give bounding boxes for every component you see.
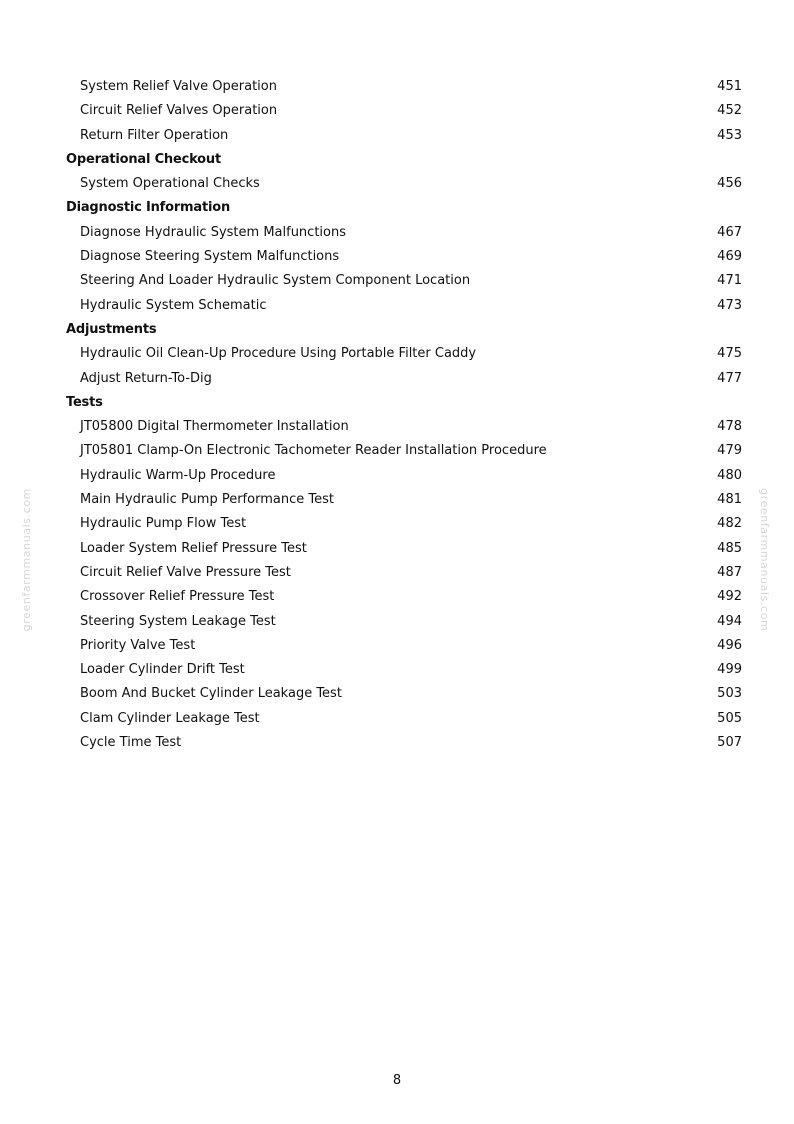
toc-section-heading <box>0 318 794 342</box>
watermark-left: greenfarmmanuals.com <box>20 488 33 632</box>
toc-entry[interactable] <box>0 124 794 148</box>
toc-entry-title[interactable]: JT05800 Digital Thermometer Installation <box>80 419 349 435</box>
toc-entry[interactable] <box>0 99 794 123</box>
toc-entry-title[interactable]: Clam Cylinder Leakage Test <box>80 710 260 726</box>
toc-entry[interactable] <box>0 634 794 658</box>
toc-entry[interactable] <box>0 342 794 366</box>
toc-entry[interactable] <box>0 537 794 561</box>
toc-entry-page-number[interactable]: 477 <box>717 370 742 386</box>
toc-entry-page-number[interactable]: 451 <box>717 79 742 94</box>
toc-section-heading <box>0 196 794 220</box>
toc-entry-title[interactable]: Loader Cylinder Drift Test <box>80 662 245 678</box>
page-number: 8 <box>392 1073 402 1088</box>
toc-section-heading <box>0 391 794 415</box>
toc-entry-page-number[interactable]: 481 <box>717 492 742 508</box>
toc-entry-page-number[interactable]: 478 <box>717 419 742 435</box>
toc-entry-title[interactable]: Hydraulic Oil Clean-Up Procedure Using Portable Filter Caddy <box>80 346 477 362</box>
toc-entry-page-number[interactable]: 507 <box>717 735 742 751</box>
toc-entry[interactable] <box>0 658 794 682</box>
toc-entry[interactable] <box>0 439 794 463</box>
table-of-contents <box>0 75 794 755</box>
toc-entry-page-number[interactable]: 487 <box>717 564 742 580</box>
toc-entry-title[interactable]: Boom And Bucket Cylinder Leakage Test <box>80 686 342 702</box>
toc-entry[interactable] <box>0 245 794 269</box>
toc-entry-page-number[interactable]: 456 <box>717 176 742 192</box>
toc-entry-title[interactable]: Priority Valve Test <box>80 637 196 653</box>
toc-entry[interactable] <box>0 464 794 488</box>
toc-entry-title[interactable]: Adjust Return-To-Dig <box>80 370 212 386</box>
toc-entry-title[interactable]: Hydraulic Pump Flow Test <box>80 516 247 532</box>
toc-entry-title[interactable]: Return Filter Operation <box>80 127 229 143</box>
toc-entry[interactable] <box>0 269 794 293</box>
toc-entry-title[interactable]: Main Hydraulic Pump Performance Test <box>80 492 334 508</box>
toc-entry-title[interactable]: Cycle Time Test <box>80 735 182 751</box>
toc-entry[interactable] <box>0 731 794 755</box>
toc-entry[interactable] <box>0 585 794 609</box>
watermark-right: greenfarmmanuals.com <box>758 488 771 632</box>
toc-entry[interactable] <box>0 682 794 706</box>
toc-entry-title[interactable]: Circuit Relief Valves Operation <box>80 103 278 119</box>
toc-entry-title[interactable]: Hydraulic System Schematic <box>80 297 267 313</box>
toc-entry-title[interactable]: Steering And Loader Hydraulic System Component Location <box>80 273 471 289</box>
toc-entry[interactable] <box>0 707 794 731</box>
toc-entry-page-number[interactable]: 471 <box>717 273 742 289</box>
toc-entry[interactable] <box>0 221 794 245</box>
toc-entry[interactable] <box>0 415 794 439</box>
toc-entry-page-number[interactable]: 453 <box>717 127 742 143</box>
toc-entry-page-number[interactable]: 475 <box>717 346 742 362</box>
toc-entry-title[interactable]: Diagnose Steering System Malfunctions <box>80 249 340 265</box>
toc-entry-page-number[interactable]: 473 <box>717 297 742 313</box>
toc-entry[interactable] <box>0 75 794 99</box>
section-heading-label: Operational Checkout <box>66 151 221 167</box>
toc-entry-title[interactable]: Loader System Relief Pressure Test <box>80 540 307 556</box>
toc-entry-title[interactable]: Crossover Relief Pressure Test <box>80 589 275 605</box>
toc-entry-page-number[interactable]: 499 <box>717 662 742 678</box>
toc-entry-title[interactable]: System Relief Valve Operation <box>80 79 277 94</box>
toc-entry-page-number[interactable]: 452 <box>717 103 742 119</box>
toc-entry-title[interactable]: System Operational Checks <box>80 176 260 192</box>
section-heading-label: Tests <box>66 394 103 410</box>
toc-entry[interactable] <box>0 610 794 634</box>
toc-entry-title[interactable]: JT05801 Clamp-On Electronic Tachometer Reader Installation Procedure <box>80 443 547 459</box>
toc-entry-page-number[interactable]: 469 <box>717 249 742 265</box>
toc-entry[interactable] <box>0 294 794 318</box>
toc-section-heading <box>0 148 794 172</box>
section-heading-label: Diagnostic Information <box>66 200 231 216</box>
toc-entry-page-number[interactable]: 485 <box>717 540 742 556</box>
toc-entry-page-number[interactable]: 496 <box>717 637 742 653</box>
toc-entry-title[interactable]: Hydraulic Warm-Up Procedure <box>80 467 276 483</box>
toc-entry[interactable] <box>0 367 794 391</box>
toc-entry-title[interactable]: Circuit Relief Valve Pressure Test <box>80 564 291 580</box>
toc-entry[interactable] <box>0 488 794 512</box>
toc-entry[interactable] <box>0 172 794 196</box>
toc-entry-page-number[interactable]: 482 <box>717 516 742 532</box>
toc-entry-page-number[interactable]: 492 <box>717 589 742 605</box>
toc-entry-page-number[interactable]: 479 <box>717 443 742 459</box>
toc-entry[interactable] <box>0 512 794 536</box>
toc-entry-page-number[interactable]: 467 <box>717 224 742 240</box>
toc-entry-page-number[interactable]: 503 <box>717 686 742 702</box>
toc-entry-title[interactable]: Diagnose Hydraulic System Malfunctions <box>80 224 346 240</box>
toc-entry-page-number[interactable]: 494 <box>717 613 742 629</box>
toc-entry-title[interactable]: Steering System Leakage Test <box>80 613 276 629</box>
section-heading-label: Adjustments <box>66 321 157 337</box>
toc-entry-page-number[interactable]: 505 <box>717 710 742 726</box>
toc-entry-page-number[interactable]: 480 <box>717 467 742 483</box>
toc-entry[interactable] <box>0 561 794 585</box>
